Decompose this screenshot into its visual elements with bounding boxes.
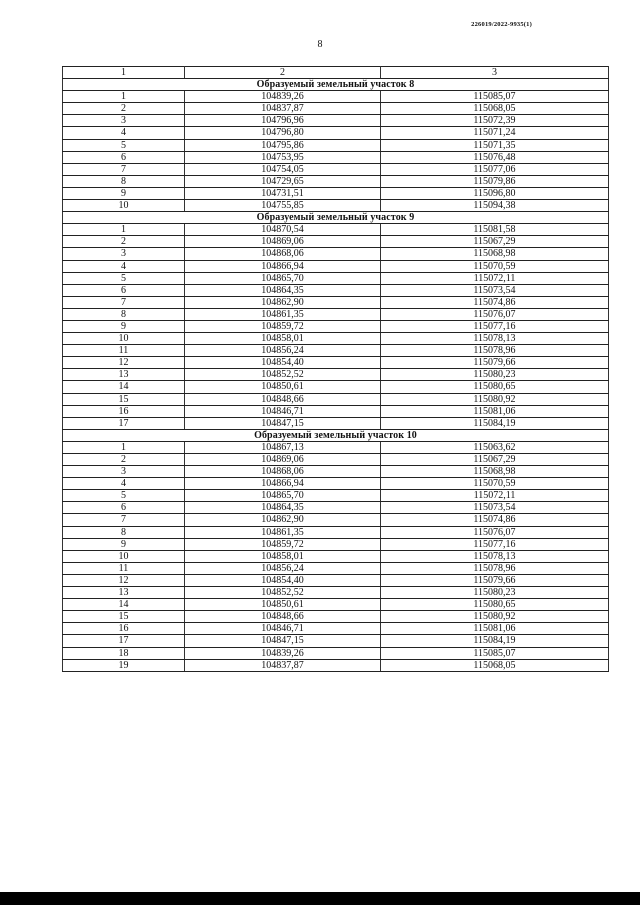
table-row [63,514,609,526]
x-coordinate-cell: 104858,01 [185,333,381,345]
y-coordinate-cell: 115081,06 [381,405,609,417]
x-coordinate-cell: 104867,13 [185,441,381,453]
y-coordinate-cell: 115077,16 [381,538,609,550]
table-row [63,272,609,284]
x-coordinate-cell: 104839,26 [185,647,381,659]
point-number-cell: 5 [63,139,185,151]
column-number-header: 3 [381,67,609,79]
y-coordinate-cell: 115068,98 [381,466,609,478]
y-coordinate-cell: 115080,92 [381,393,609,405]
section-title-row [63,429,609,441]
point-number-cell: 1 [63,224,185,236]
table-row [63,659,609,671]
x-coordinate-cell: 104754,05 [185,163,381,175]
x-coordinate-cell: 104866,94 [185,260,381,272]
x-coordinate-cell: 104856,24 [185,562,381,574]
y-coordinate-cell: 115079,66 [381,357,609,369]
x-coordinate-cell: 104753,95 [185,151,381,163]
x-coordinate-cell: 104861,35 [185,308,381,320]
table-row [63,441,609,453]
point-number-cell: 4 [63,478,185,490]
table-row [63,163,609,175]
x-coordinate-cell: 104795,86 [185,139,381,151]
table-row [63,115,609,127]
x-coordinate-cell: 104862,90 [185,514,381,526]
table-row [63,187,609,199]
coordinates-table [62,66,609,672]
table-row [63,417,609,429]
table-row [63,454,609,466]
y-coordinate-cell: 115079,66 [381,574,609,586]
y-coordinate-cell: 115080,23 [381,587,609,599]
table-row [63,296,609,308]
point-number-cell: 12 [63,357,185,369]
x-coordinate-cell: 104839,26 [185,91,381,103]
y-coordinate-cell: 115072,39 [381,115,609,127]
x-coordinate-cell: 104858,01 [185,550,381,562]
table-row [63,587,609,599]
x-coordinate-cell: 104861,35 [185,526,381,538]
table-row [63,175,609,187]
x-coordinate-cell: 104869,06 [185,236,381,248]
column-number-header: 1 [63,67,185,79]
x-coordinate-cell: 104864,35 [185,284,381,296]
y-coordinate-cell: 115076,07 [381,526,609,538]
x-coordinate-cell: 104847,15 [185,635,381,647]
y-coordinate-cell: 115079,86 [381,175,609,187]
table-row [63,574,609,586]
x-coordinate-cell: 104865,70 [185,490,381,502]
point-number-cell: 15 [63,393,185,405]
y-coordinate-cell: 115074,86 [381,514,609,526]
point-number-cell: 10 [63,333,185,345]
section-title: Образуемый земельный участок 9 [63,212,609,224]
x-coordinate-cell: 104854,40 [185,574,381,586]
x-coordinate-cell: 104731,51 [185,187,381,199]
table-row [63,490,609,502]
y-coordinate-cell: 115068,98 [381,248,609,260]
table-row [63,357,609,369]
point-number-cell: 8 [63,308,185,320]
table-row [63,538,609,550]
point-number-cell: 1 [63,441,185,453]
y-coordinate-cell: 115080,92 [381,611,609,623]
y-coordinate-cell: 115084,19 [381,417,609,429]
point-number-cell: 3 [63,466,185,478]
point-number-cell: 12 [63,574,185,586]
x-coordinate-cell: 104796,80 [185,127,381,139]
y-coordinate-cell: 115080,65 [381,599,609,611]
table-row [63,200,609,212]
point-number-cell: 9 [63,320,185,332]
table-row [63,224,609,236]
y-coordinate-cell: 115076,48 [381,151,609,163]
table-row [63,526,609,538]
x-coordinate-cell: 104850,61 [185,381,381,393]
table-row [63,611,609,623]
section-title-row [63,212,609,224]
point-number-cell: 7 [63,163,185,175]
table-row [63,260,609,272]
section-title-row [63,79,609,91]
table-row [63,139,609,151]
table-row [63,478,609,490]
y-coordinate-cell: 115068,05 [381,103,609,115]
x-coordinate-cell: 104796,96 [185,115,381,127]
y-coordinate-cell: 115073,54 [381,284,609,296]
y-coordinate-cell: 115078,13 [381,333,609,345]
table-row [63,405,609,417]
y-coordinate-cell: 115068,05 [381,659,609,671]
point-number-cell: 13 [63,369,185,381]
x-coordinate-cell: 104868,06 [185,466,381,478]
y-coordinate-cell: 115078,96 [381,562,609,574]
y-coordinate-cell: 115094,38 [381,200,609,212]
table-row [63,635,609,647]
x-coordinate-cell: 104846,71 [185,623,381,635]
x-coordinate-cell: 104852,52 [185,369,381,381]
point-number-cell: 9 [63,187,185,199]
y-coordinate-cell: 115081,58 [381,224,609,236]
table-row [63,502,609,514]
point-number-cell: 5 [63,490,185,502]
point-number-cell: 17 [63,635,185,647]
point-number-cell: 17 [63,417,185,429]
y-coordinate-cell: 115085,07 [381,91,609,103]
point-number-cell: 19 [63,659,185,671]
point-number-cell: 8 [63,175,185,187]
y-coordinate-cell: 115080,65 [381,381,609,393]
point-number-cell: 6 [63,502,185,514]
x-coordinate-cell: 104755,85 [185,200,381,212]
y-coordinate-cell: 115084,19 [381,635,609,647]
x-coordinate-cell: 104837,87 [185,659,381,671]
table-row [63,369,609,381]
column-number-header: 2 [185,67,381,79]
point-number-cell: 7 [63,296,185,308]
point-number-cell: 13 [63,587,185,599]
x-coordinate-cell: 104848,66 [185,611,381,623]
coordinates-table-body [63,67,609,672]
document-number: 226019/2022-9935(1) [471,21,532,28]
table-row [63,320,609,332]
table-row [63,623,609,635]
y-coordinate-cell: 115067,29 [381,454,609,466]
point-number-cell: 6 [63,284,185,296]
point-number-cell: 15 [63,611,185,623]
x-coordinate-cell: 104870,54 [185,224,381,236]
x-coordinate-cell: 104854,40 [185,357,381,369]
table-row [63,103,609,115]
y-coordinate-cell: 115070,59 [381,260,609,272]
point-number-cell: 2 [63,454,185,466]
table-row [63,562,609,574]
point-number-cell: 5 [63,272,185,284]
point-number-cell: 4 [63,127,185,139]
point-number-cell: 3 [63,115,185,127]
table-row [63,284,609,296]
x-coordinate-cell: 104729,65 [185,175,381,187]
point-number-cell: 8 [63,526,185,538]
y-coordinate-cell: 115078,96 [381,345,609,357]
point-number-cell: 3 [63,248,185,260]
x-coordinate-cell: 104850,61 [185,599,381,611]
y-coordinate-cell: 115077,06 [381,163,609,175]
point-number-cell: 4 [63,260,185,272]
table-row [63,550,609,562]
table-row [63,151,609,163]
table-row [63,236,609,248]
table-row [63,345,609,357]
table-row [63,127,609,139]
point-number-cell: 16 [63,623,185,635]
x-coordinate-cell: 104847,15 [185,417,381,429]
point-number-cell: 2 [63,103,185,115]
point-number-cell: 9 [63,538,185,550]
point-number-cell: 6 [63,151,185,163]
scan-footer-bar [0,892,640,905]
x-coordinate-cell: 104852,52 [185,587,381,599]
x-coordinate-cell: 104859,72 [185,320,381,332]
table-row [63,381,609,393]
x-coordinate-cell: 104869,06 [185,454,381,466]
table-row [63,248,609,260]
section-title: Образуемый земельный участок 8 [63,79,609,91]
table-row [63,333,609,345]
x-coordinate-cell: 104848,66 [185,393,381,405]
point-number-cell: 1 [63,91,185,103]
x-coordinate-cell: 104868,06 [185,248,381,260]
point-number-cell: 16 [63,405,185,417]
y-coordinate-cell: 115080,23 [381,369,609,381]
x-coordinate-cell: 104856,24 [185,345,381,357]
y-coordinate-cell: 115073,54 [381,502,609,514]
table-row [63,647,609,659]
point-number-cell: 11 [63,345,185,357]
y-coordinate-cell: 115074,86 [381,296,609,308]
page-number: 8 [317,39,323,50]
y-coordinate-cell: 115085,07 [381,647,609,659]
x-coordinate-cell: 104846,71 [185,405,381,417]
y-coordinate-cell: 115067,29 [381,236,609,248]
y-coordinate-cell: 115081,06 [381,623,609,635]
y-coordinate-cell: 115078,13 [381,550,609,562]
y-coordinate-cell: 115063,62 [381,441,609,453]
table-row [63,393,609,405]
y-coordinate-cell: 115071,35 [381,139,609,151]
point-number-cell: 18 [63,647,185,659]
point-number-cell: 7 [63,514,185,526]
table-row [63,466,609,478]
table-row [63,599,609,611]
x-coordinate-cell: 104837,87 [185,103,381,115]
y-coordinate-cell: 115077,16 [381,320,609,332]
point-number-cell: 14 [63,599,185,611]
point-number-cell: 2 [63,236,185,248]
point-number-cell: 10 [63,550,185,562]
x-coordinate-cell: 104865,70 [185,272,381,284]
y-coordinate-cell: 115072,11 [381,272,609,284]
x-coordinate-cell: 104862,90 [185,296,381,308]
x-coordinate-cell: 104866,94 [185,478,381,490]
section-title: Образуемый земельный участок 10 [63,429,609,441]
table-row [63,91,609,103]
y-coordinate-cell: 115076,07 [381,308,609,320]
x-coordinate-cell: 104859,72 [185,538,381,550]
y-coordinate-cell: 115072,11 [381,490,609,502]
point-number-cell: 10 [63,200,185,212]
table-header-row [63,67,609,79]
point-number-cell: 11 [63,562,185,574]
table-row [63,308,609,320]
point-number-cell: 14 [63,381,185,393]
x-coordinate-cell: 104864,35 [185,502,381,514]
y-coordinate-cell: 115070,59 [381,478,609,490]
y-coordinate-cell: 115071,24 [381,127,609,139]
y-coordinate-cell: 115096,80 [381,187,609,199]
